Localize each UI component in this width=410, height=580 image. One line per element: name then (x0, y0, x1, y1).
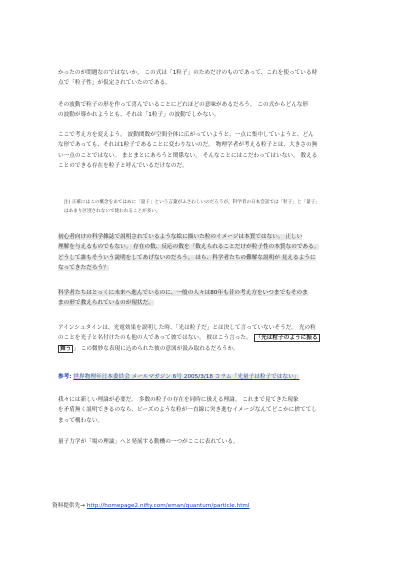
paragraph-4-line-3 (58, 253, 354, 263)
paragraph-4-line-2-text: 理解を与えるものでもない。 存在の数、反応の数を「数えられることだけが粒子性の本質なのである。 (58, 244, 320, 251)
paragraph-4-line-3-text: どうして誰もそういう説明をしてあげないのだろう。 ほら、科学者たちの難解な説明が 見えるように (58, 254, 316, 261)
paragraph-1 (58, 68, 354, 89)
paragraph-4-line-2 (58, 242, 354, 252)
paragraph-8-line-1: 量子力学が「場の理論」へと発展する動機の一つがここに表れている。 (58, 439, 239, 445)
paragraph-3-line-4: ことのできる存在を粒子と呼んでいるだけなのだ。 (58, 163, 188, 170)
paragraph-5 (58, 288, 354, 309)
paragraph-2-line-1: その波動で粒子の形を作って喜んでいることにどれほどの意味があるだろう。 この式からどんな形 (58, 102, 309, 108)
paragraph-6-line-2-text: のことを光子と名付けたのも他の人であって彼ではない。 彼はこう言った。 (58, 335, 252, 342)
paragraph-5-line-2 (58, 298, 354, 308)
paragraph-7-line-2: を矛盾無く説明できるのなら、ビーズのような粒が一直線に突き進むイメージなんてどこかに捨ててし (58, 407, 317, 414)
paragraph-3-line-1: ここで考え方を変えよう。 波動関数が空間全体に広がっていようと、一点に集中していようと、どん (58, 132, 314, 138)
paragraph-1-line-2: 点で「粒子性」が仮定されていたのである。 (58, 80, 171, 87)
source-label: 資料提供先→ (52, 503, 85, 509)
source-footer (52, 501, 348, 511)
paragraph-3-line-2: な形であっても、それは1粒子であることに変わりないのだ。 物理学者が考える粒子とは、大きさの無 (58, 142, 318, 149)
einstein-quote-end: 舞う (60, 345, 72, 352)
paragraph-8 (58, 437, 354, 447)
paragraph-7-line-3: まって構わない。 (58, 417, 104, 424)
reference-label: 参考: (58, 374, 72, 380)
paragraph-5-line-1-text: 科学者たちはとっくに未来へ進んでいるのに、一般の人々は80年も昔の考え方をいつまでもそのま (58, 290, 308, 296)
paragraph-6-line-1: アインシュタインは、光電効果を説明した時、「光は粒子だ」とは決して言っていないそうだ。 光の粒 (58, 325, 316, 331)
einstein-quote-start: 「光は粒子のように振る (255, 335, 318, 342)
paragraph-4-line-4-text: なってきただろう？ (58, 265, 109, 272)
paragraph-6-line-2 (58, 333, 354, 343)
source-url-link[interactable]: http://homepage2.nifty.com/eman/quantum/particle.html (86, 503, 250, 509)
footnote-line-1: 注) 正確にはこの概念をあてはめに「量子」という言葉がふさわしいのだろうが、科学者の日本会話では「粒子」と「量子」 (64, 200, 320, 205)
paragraph-5-line-1 (58, 288, 354, 298)
paragraph-4-line-1 (58, 232, 354, 242)
reference-link[interactable]: 世界物理年日本委員会 メールマガジン 6号 2005/3/18 コラム「光量子は粒子ではない」 (73, 374, 300, 380)
paragraph-2-line-2: の波動が導かれようとも、それは「1粒子」の波動でしかない。 (58, 112, 220, 119)
paragraph-6-line-3 (58, 344, 354, 354)
paragraph-2 (58, 100, 354, 121)
paragraph-1-line-1: かったのが問題なのではないか。 この式は「1粒子」のためだけのものであって、これを使っている時 (58, 70, 318, 76)
paragraph-5-line-2-text: まの形で教えられているのが現状だ。 (58, 300, 154, 307)
paragraph-4 (58, 232, 354, 274)
paragraph-4-line-4 (58, 263, 354, 273)
reference-line (58, 372, 354, 382)
paragraph-7-line-1: 我々には新しい理論が必要だ。 多数の粒子の存在を同時に扱える理論。 これまで見てきた現象 (58, 397, 299, 403)
paragraph-3-line-3: い一点のことではない。 まとまとにあろうと関係ない。 そんなことにはこだわってはいない。 数える (58, 152, 318, 159)
paragraph-4-line-1-text: 初心者向けの科学雑誌で説明されているような絵に描いた粒のイメージは本質ではない。 正しい (58, 234, 303, 240)
paragraph-7 (58, 395, 354, 426)
footnote-line-2: はあまり区別されないで使われることが多い。 (64, 209, 161, 215)
paragraph-6 (58, 323, 354, 354)
footnote (64, 198, 354, 216)
paragraph-3 (58, 130, 354, 172)
paragraph-6-line-3-text: 」 この微妙な表現に込められた彼の意図が汲み取れるだろうか。 (73, 345, 239, 352)
